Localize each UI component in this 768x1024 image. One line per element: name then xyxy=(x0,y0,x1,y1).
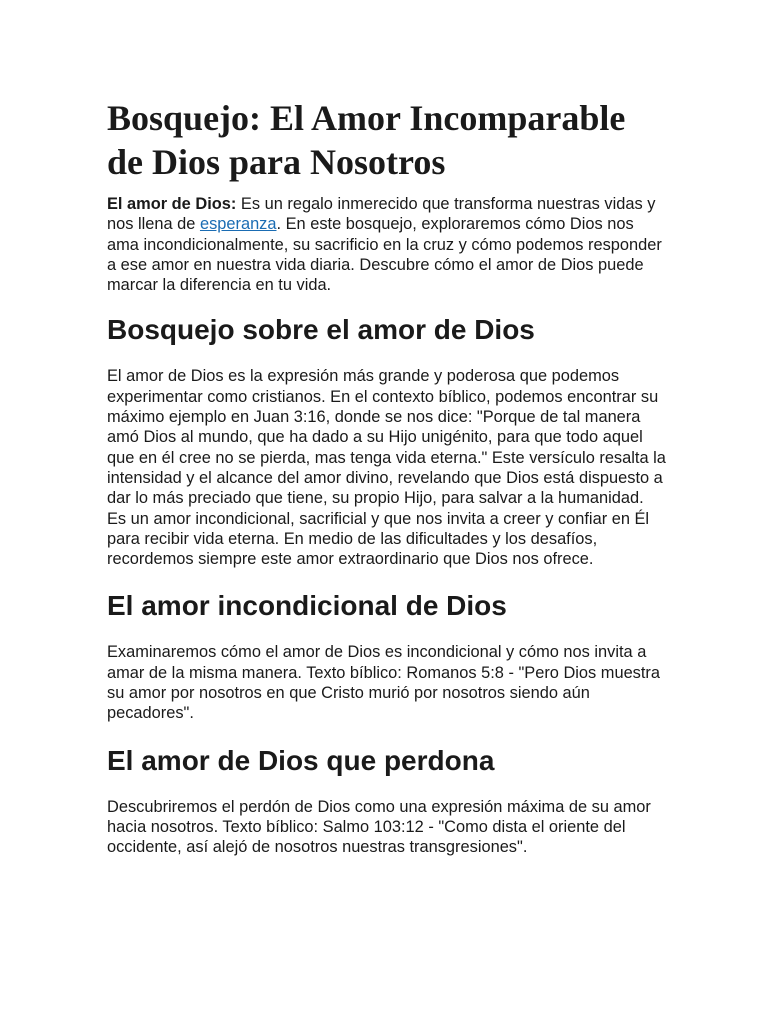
intro-paragraph xyxy=(107,194,667,295)
section-heading-amor-incondicional: El amor incondicional de Dios xyxy=(107,590,507,622)
document-page xyxy=(107,96,667,858)
intro-text-before-link: Es un regalo inmerecido que transforma nuestras vidas y nos llena de xyxy=(107,195,656,234)
intro-text-after-link: . En este bosquejo, exploraremos cómo Dios nos ama incondicionalmente, su sacrificio en la cruz y cómo podemos responder a ese amor en nuestra vida diaria. Descubre cómo el amor de Dios puede marcar la diferencia en tu vida. xyxy=(107,215,662,295)
section-heading-amor-de-dios: Bosquejo sobre el amor de Dios xyxy=(107,314,535,346)
section-paragraph-amor-de-dios: El amor de Dios es la expresión más grande y poderosa que podemos experimentar como cristianos. En el contexto bíblico, podemos encontrar su máximo ejemplo en Juan 3:16, donde se nos dice: "Porque de tal manera amó Dios al mundo, que ha dado a su Hijo unigénito, para que todo aquel que en él cree no se pierda, mas tenga vida eterna." Este versículo resalta la intensidad y el alcance del amor divino, revelando que Dios está dispuesto a dar lo más preciado que tiene, su propio Hijo, para salvar a la humanidad. Es un amor incondicional, sacrificial y que nos invita a creer y confiar en Él para recibir vida eterna. En medio de las dificultades y los desafíos, recordemos siempre este amor extraordinario que Dios nos ofrece. xyxy=(107,367,666,569)
esperanza-link[interactable]: esperanza xyxy=(199,215,277,234)
section-paragraph-amor-que-perdona: Descubriremos el perdón de Dios como una expresión máxima de su amor hacia nosotros. Texto bíblico: Salmo 103:12 - "Como dista el oriente del occidente, así alejó de nosotros nuestras transgresiones". xyxy=(107,797,651,857)
page-title: Bosquejo: El Amor Incomparable de Dios para Nosotros xyxy=(107,98,626,182)
intro-lead-bold: El amor de Dios: xyxy=(107,195,237,213)
section-heading-amor-que-perdona: El amor de Dios que perdona xyxy=(107,744,495,776)
section-paragraph-amor-incondicional: Examinaremos cómo el amor de Dios es incondicional y cómo nos invita a amar de la misma manera. Texto bíblico: Romanos 5:8 - "Pero Dios muestra su amor por nosotros en que Cristo murió por nosotros siendo aún pecadores". xyxy=(107,643,661,723)
